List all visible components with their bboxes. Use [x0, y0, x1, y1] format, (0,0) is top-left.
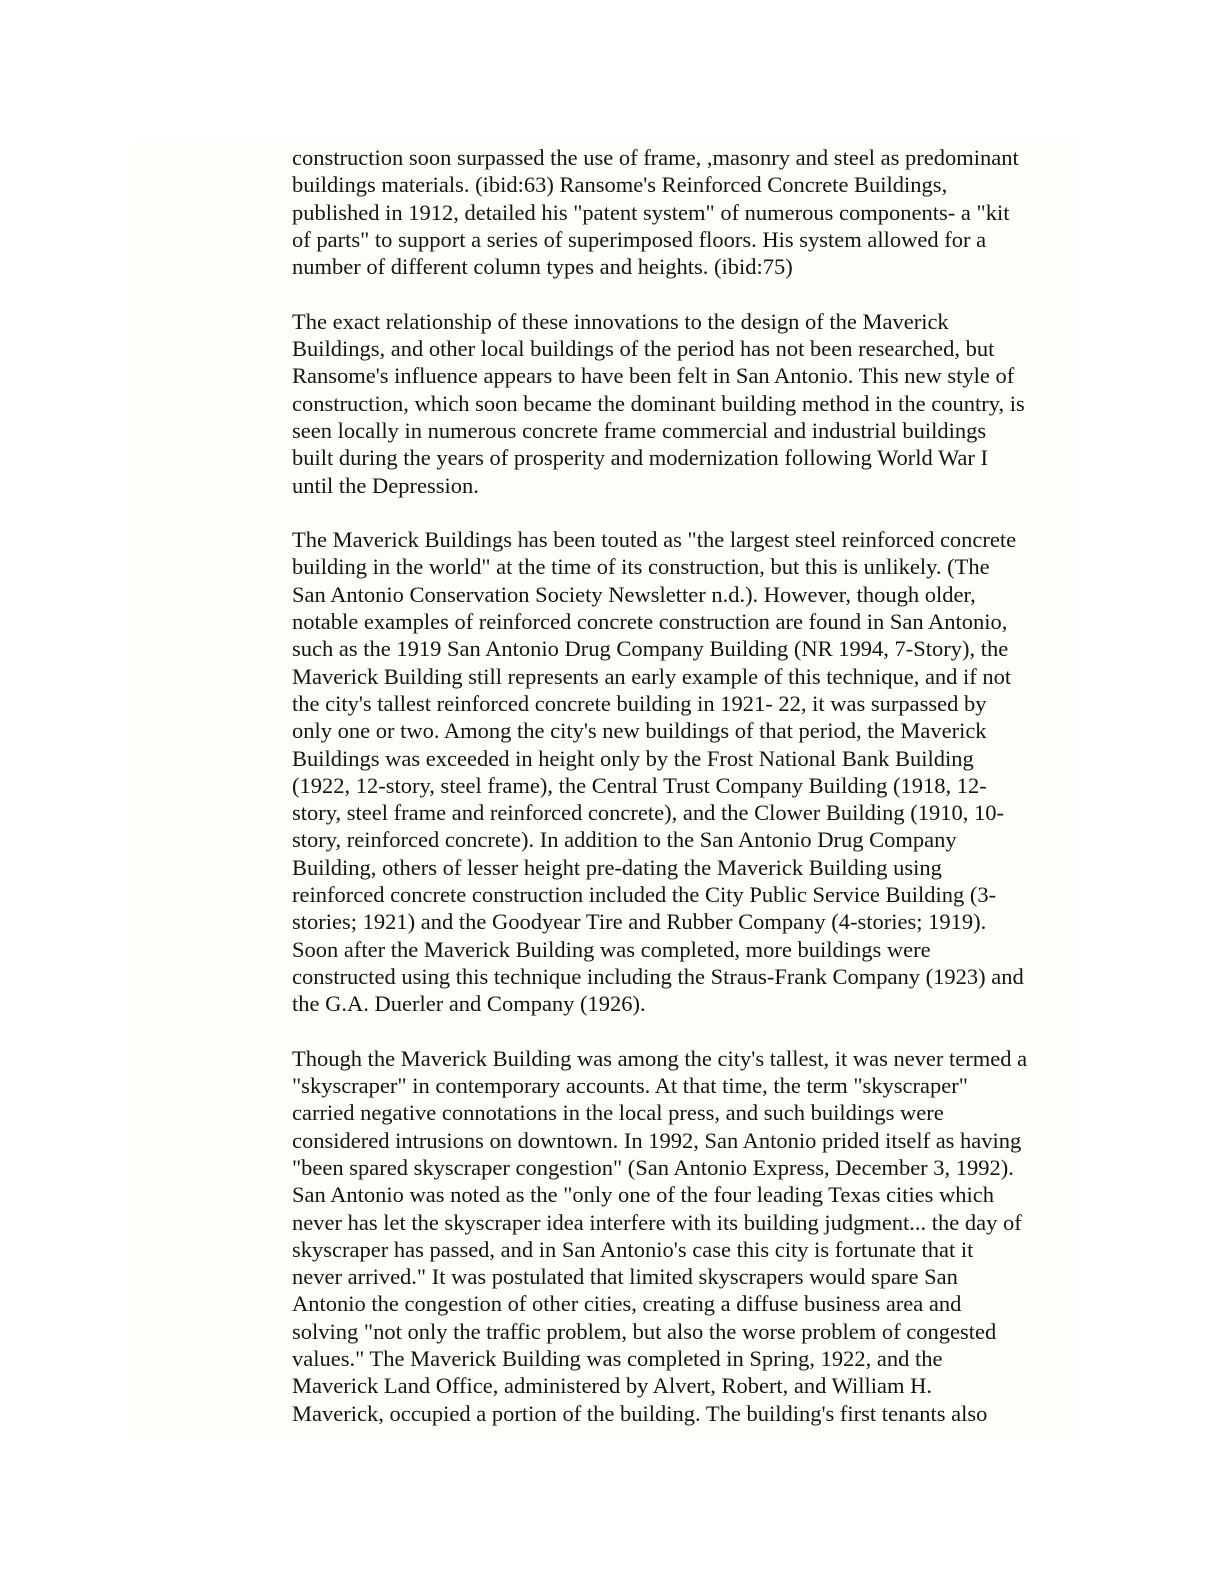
- text-line: of parts" to support a series of superimposed floors. His system allowed for a: [292, 226, 987, 252]
- paragraph-largest-concrete-building: [292, 526, 1072, 1017]
- text-line: built during the years of prosperity and modernization following World War I: [292, 445, 989, 471]
- text-line: such as the 1919 San Antonio Drug Company Building (NR 1994, 7-Story), the: [292, 636, 1009, 662]
- text-line: the G.A. Duerler and Company (1926).: [292, 991, 646, 1017]
- text-line: The exact relationship of these innovations to the design of the Maverick: [292, 308, 949, 334]
- text-line: stories; 1921) and the Goodyear Tire and Rubber Company (4-stories; 1919).: [292, 909, 987, 935]
- text-line: considered intrusions on downtown. In 1992, San Antonio prided itself as having: [292, 1127, 1022, 1153]
- text-line: Buildings, and other local buildings of the period has not been researched, but: [292, 336, 995, 362]
- text-line: construction soon surpassed the use of frame, ,masonry and steel as predominant: [292, 145, 1019, 170]
- text-line: seen locally in numerous concrete frame commercial and industrial buildings: [292, 417, 987, 443]
- text-line: construction, which soon became the dominant building method in the country, is: [292, 390, 1025, 416]
- text-line: buildings materials. (ibid:63) Ransome's Reinforced Concrete Buildings,: [292, 172, 948, 198]
- text-line: Soon after the Maverick Building was completed, more buildings were: [292, 936, 931, 962]
- text-line: story, reinforced concrete). In addition to the San Antonio Drug Company: [292, 827, 957, 853]
- text-line: reinforced concrete construction included the City Public Service Building (3-: [292, 882, 997, 908]
- text-line: building in the world" at the time of its construction, but this is unlikely. (The: [292, 554, 990, 580]
- paragraph-ransome-system: [292, 144, 1072, 280]
- text-line: San Antonio was noted as the "only one of the four leading Texas cities which: [292, 1182, 995, 1208]
- text-line: The Maverick Buildings has been touted as "the largest steel reinforced concrete: [292, 527, 1017, 553]
- text-line: San Antonio Conservation Society Newsletter n.d.). However, though older,: [292, 581, 976, 607]
- text-line: "been spared skyscraper congestion" (San Antonio Express, December 3, 1992).: [292, 1154, 1014, 1180]
- text-line: Antonio the congestion of other cities, creating a diffuse business area and: [292, 1291, 962, 1317]
- text-line: skyscraper has passed, and in San Antonio's case this city is fortunate that it: [292, 1236, 974, 1262]
- text-line: Ransome's influence appears to have been felt in San Antonio. This new style of: [292, 363, 1015, 389]
- text-line: until the Depression.: [292, 472, 479, 498]
- text-line: never arrived." It was postulated that limited skyscrapers would spare San: [292, 1264, 958, 1290]
- text-line: the city's tallest reinforced concrete building in 1921- 22, it was surpassed by: [292, 690, 987, 716]
- text-line: Though the Maverick Building was among the city's tallest, it was never termed a: [292, 1045, 1028, 1071]
- text-line: Building, others of lesser height pre-dating the Maverick Building using: [292, 854, 942, 880]
- text-line: only one or two. Among the city's new buildings of that period, the Maverick: [292, 718, 987, 744]
- text-line: never has let the skyscraper idea interfere with its building judgment... the day of: [292, 1209, 1022, 1235]
- text-line: story, steel frame and reinforced concrete), and the Clower Building (1910, 10-: [292, 800, 1005, 826]
- paragraph-innovations-relationship: [292, 308, 1072, 499]
- text-line: constructed using this technique including the Straus-Frank Company (1923) and: [292, 963, 1024, 989]
- text-line: Maverick Land Office, administered by Alvert, Robert, and William H.: [292, 1373, 932, 1399]
- text-line: values." The Maverick Building was completed in Spring, 1922, and the: [292, 1346, 943, 1372]
- text-line: Maverick Building still represents an early example of this technique, and if not: [292, 663, 1012, 689]
- text-line: (1922, 12-story, steel frame), the Central Trust Company Building (1918, 12-: [292, 772, 987, 798]
- text-line: solving "not only the traffic problem, but also the worse problem of congested: [292, 1318, 997, 1344]
- text-line: carried negative connotations in the local press, and such buildings were: [292, 1100, 944, 1126]
- text-line: Buildings was exceeded in height only by the Frost National Bank Building: [292, 745, 974, 771]
- text-line: Maverick, occupied a portion of the building. The building's first tenants also: [292, 1400, 988, 1426]
- text-line: number of different column types and heights. (ibid:75): [292, 254, 793, 280]
- document-body: [292, 144, 1072, 1427]
- text-line: notable examples of reinforced concrete construction are found in San Antonio,: [292, 609, 1008, 635]
- paragraph-skyscraper-accounts: [292, 1045, 1072, 1427]
- text-line: published in 1912, detailed his "patent system" of numerous components- a "kit: [292, 199, 1010, 225]
- text-line: "skyscraper" in contemporary accounts. At that time, the term "skyscraper": [292, 1073, 968, 1099]
